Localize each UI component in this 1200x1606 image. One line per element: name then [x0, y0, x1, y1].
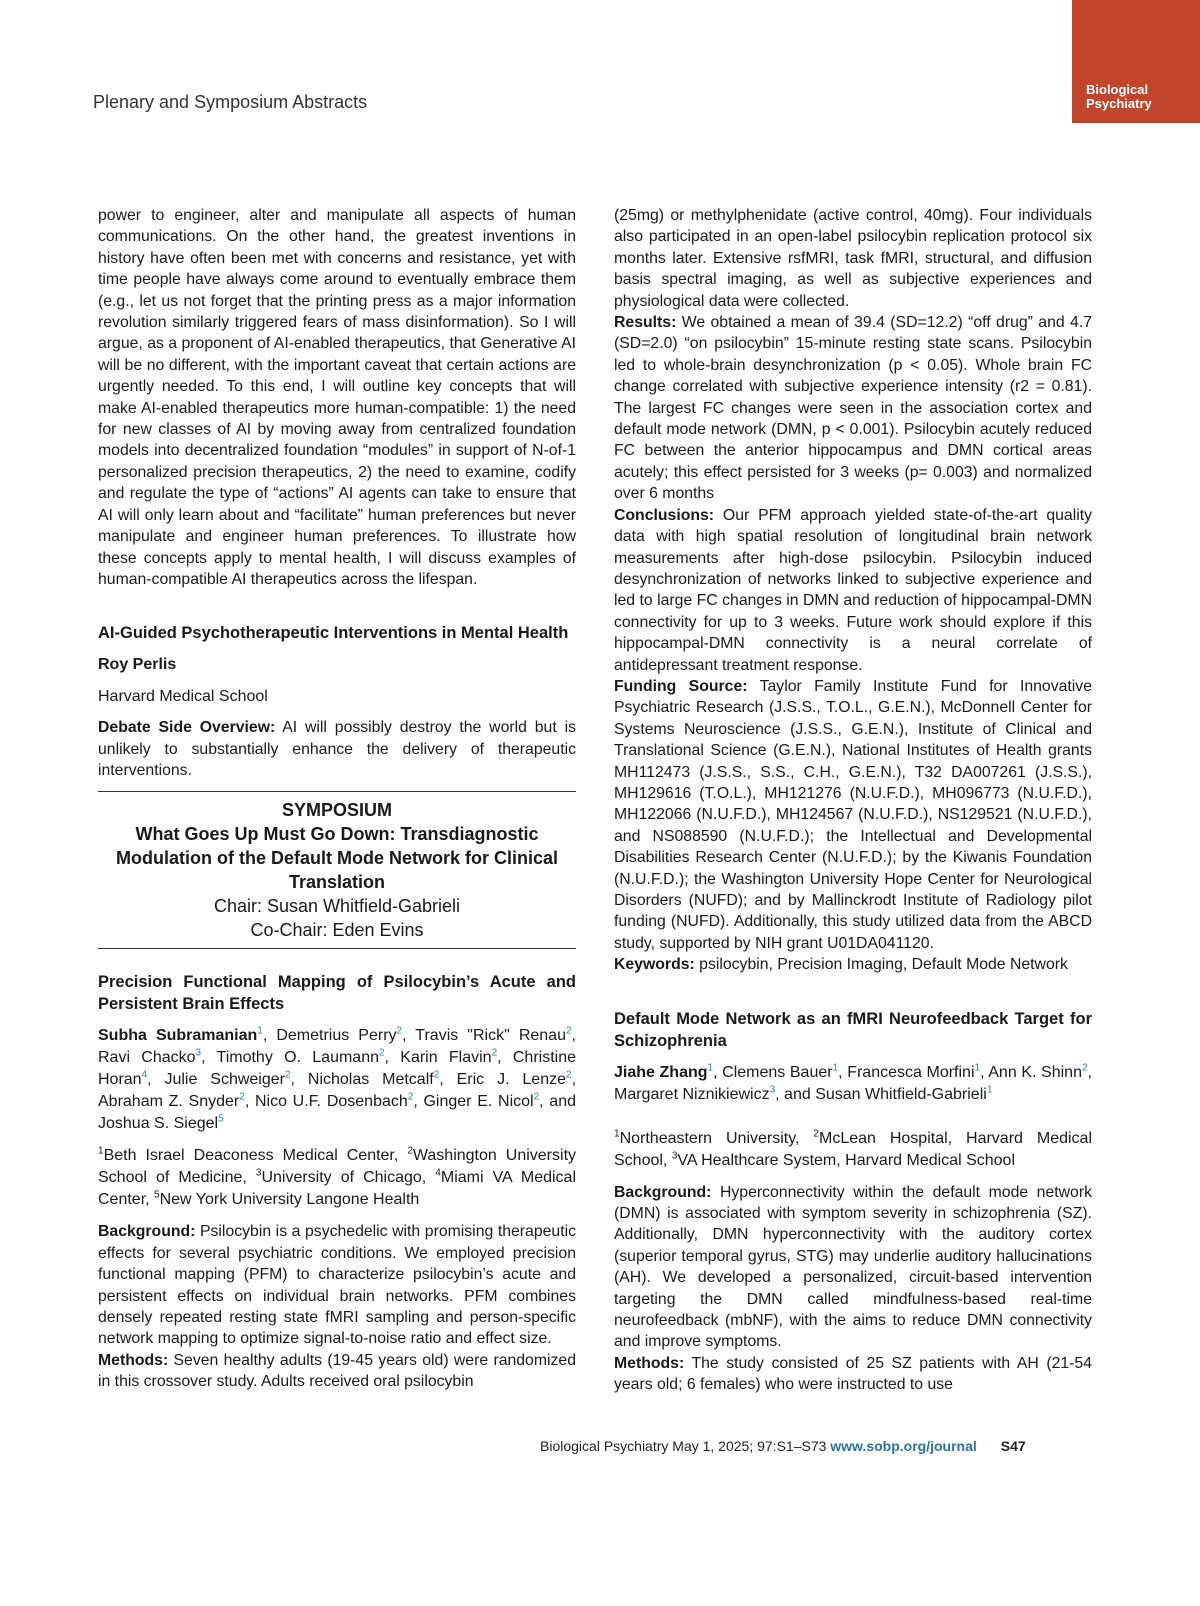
ai-abstract-affiliation: Harvard Medical School: [98, 687, 268, 705]
dmn-abstract-title: Default Mode Network as an fMRI Neurofeedback Target for Schizophrenia: [614, 1009, 1092, 1050]
ai-abstract-title: AI-Guided Psychotherapeutic Interventions in Mental Health: [98, 624, 569, 643]
dmn-author-list: Jiahe Zhang$^1$, Clemens Bauer$^1$, Francesca Morfini$^1$, Ann K. Shinn$^2$, Margaret Niznikiewicz$^3$, and Susan Whitfield-Gabrieli$^1$: [614, 1062, 1092, 1103]
debate-text: AI will possibly destroy the world but is unlikely to substantially enhance the delivery of therapeutic interventions.: [98, 719, 576, 779]
brand-line-1: Biological: [1086, 82, 1149, 97]
pfm-background: Background: Psilocybin is a psychedelic with promising therapeutic effects for several psychiatric conditions. We employed precision functional mapping (PFM) to characterize psilocybin’s acute and persistent effects on individual brain networks. PFM combines densely repeated resting state fMRI sampling and person-specific network mapping to optimize signal-to-noise ratio and effect size.: [98, 1223, 576, 1348]
ai-debate-paragraph: [98, 717, 576, 781]
right-column: [614, 205, 1092, 1396]
pfm-abstract-title: Precision Functional Mapping of Psilocybin’s Acute and Persistent Brain Effects: [98, 973, 576, 1014]
footer-citation: Biological Psychiatry May 1, 2025; 97:S1–S73: [540, 1438, 831, 1454]
pfm-results: Results: We obtained a mean of 39.4 (SD=12.2) “off drug” and 4.7 (SD=2.0) “on psilocybin” 15-minute resting state scans. Psilocybin led to whole-brain desynchronization (p < 0.05). Whole brain FC change correlated with subjective experience intensity (r2 = 0.81). The largest FC changes were seen in the association cortex and default mode network (DMN, p < 0.001). Psilocybin acutely reduced FC between the anterior hippocampus and DMN cortical areas acutely; this effect persisted for 3 weeks (p= 0.003) and normalized over 6 months: [614, 314, 1092, 503]
journal-brand-tab: [1072, 0, 1200, 123]
symposium-chair: Chair: Susan Whitfield-Gabrieli: [213, 896, 461, 917]
intro-paragraph: power to engineer, alter and manipulate all aspects of human communications. On the other hand, the greatest inventions in history have often been met with concerns and resistance, yet with time people have always come around to eventually embrace them (e.g., let us not forget that the printing press as a major information revolution similarly triggered fears of mass disinformation). So I will argue, as a proponent of AI-enabled therapeutics, that Generative AI will be no different, with the important caveat that certain actions are urgently needed. To this end, I will outline key concepts that will make AI-enabled therapeutics more human-compatible: 1) the need for new classes of AI by moving away from centralized foundation models into decentralized foundation “modules” in support of N-of-1 personalized precision therapeutics, 2) the need to examine, codify and regulate the type of “actions” AI agents can take to ensure that AI will only learn about and “facilitate” human preferences but never manipulate and engineer human preferences. To illustrate how these concepts apply to mental health, I will discuss examples of human-compatible AI therapeutics across the lifespan.: [98, 207, 576, 588]
symposium-cochair: Co-Chair: Eden Evins: [250, 920, 424, 941]
left-column: [98, 205, 576, 1393]
pfm-affiliations: $^1$Beth Israel Deaconess Medical Center, $^2$Washington University School of Medicine, $^3$University of Chicago, $^4$Miami VA Medical Center, $^5$New York University Langone Health: [98, 1146, 577, 1209]
running-head: Plenary and Symposium Abstracts: [93, 92, 368, 112]
dmn-affiliations: $^1$Northeastern University, $^2$McLean Hospital, Harvard Medical School, $^3$VA Healthcare System, Harvard Medical School: [614, 1128, 1093, 1169]
ai-abstract-author: Roy Perlis: [98, 656, 177, 674]
pfm-conclusions: Conclusions: Our PFM approach yielded state-of-the-art quality data with high spatial resolution of longitudinal brain network measurements after high-dose psilocybin. Psilocybin induced desynchronization of networks linked to subjective experience and led to large FC changes in DMN and reduction of hippocampal-DMN connectivity for up to 3 weeks. Future work should explore if this hippocampal-DMN connectivity is a neural correlate of antidepressant treatment response.: [614, 506, 1092, 674]
pfm-methods: Methods: Seven healthy adults (19-45 years old) were randomized in this crossover study. Adults received oral psilocybin: [98, 1351, 576, 1391]
pfm-funding: Funding Source: Taylor Family Institute Fund for Innovative Psychiatric Research (J.S.S., T.O.L., G.E.N.), McDonnell Center for Systems Neuroscience (J.S.S., G.E.N.), Institute of Clinical and Translational Science (G.E.N.), National Institutes of Health grants MH112473 (J.S.S., S.S., C.H., G.E.N.), T32 DA007261 (J.S.S.), MH129616 (T.O.L.), MH121276 (N.U.F.D.), MH096773 (N.U.F.D.), MH122066 (N.U.F.D.), MH124567 (N.U.F.D.), NS129521 (N.U.F.D.), and NS088590 (N.U.F.D.); the Intellectual and Developmental Disabilities Research Center (N.U.F.D.); by the Kiwanis Foundation (N.U.F.D.); the Washington University Hope Center for Neurological Disorders (NUFD); and by Mallinckrodt Institute of Radiology pilot funding (NUFD). Additionally, this study utilized data from the ABCD study, supported by NIH grant U01DA041120.: [614, 677, 1092, 952]
dmn-background: Background: Hyperconnectivity within the default mode network (DMN) is associated with symptom severity in schizophrenia (SZ). Additionally, DMN hyperconnectivity with the auditory cortex (superior temporal gyrus, STG) may underlie auditory hallucinations (AH). We developed a personalized, circuit-based intervention targeting the DMN called mindfulness-based real-time neurofeedback (mbNF), with the aims to reduce DMN connectivity and improve symptoms.: [614, 1183, 1092, 1351]
pfm-methods-continued: (25mg) or methylphenidate (active control, 40mg). Four individuals also participated in an open-label psilocybin replication protocol six months later. Extensive rsfMRI, task fMRI, structural, and diffusion basis spectral imaging, as well as subjective experiences and physiological data were collected.: [614, 207, 1092, 310]
page-footer: [540, 1438, 1026, 1454]
pfm-keywords: Keywords: psilocybin, Precision Imaging, Default Mode Network: [614, 956, 1068, 974]
page-number: S47: [1000, 1438, 1026, 1454]
symposium-box: [98, 791, 576, 949]
dmn-methods: Methods: The study consisted of 25 SZ patients with AH (21-54 years old; 6 females) who were instructed to use: [614, 1354, 1092, 1394]
debate-label: Debate Side Overview:: [98, 719, 276, 737]
pfm-author-list: Subha Subramanian$^1$, Demetrius Perry$^2$, Travis "Rick" Renau$^2$, Ravi Chacko$^3$, Timothy O. Laumann$^2$, Karin Flavin$^2$, Christine Horan$^4$, Julie Schweiger$^2$, Nicholas Metcalf$^2$, Eric J. Lenze$^2$, Abraham Z. Snyder$^2$, Nico U.F. Dosenbach$^2$, Ginger E. Nicol$^2$, and Joshua S. Siegel$^5$: [98, 1026, 577, 1133]
symposium-heading: SYMPOSIUM: [281, 800, 392, 821]
journal-link[interactable]: www.sobp.org/journal: [830, 1438, 977, 1454]
symposium-title: What Goes Up Must Go Down: Transdiagnostic Modulation of the Default Mode Network for Clinical Translation: [115, 824, 558, 893]
brand-line-2: Psychiatry: [1086, 96, 1152, 111]
